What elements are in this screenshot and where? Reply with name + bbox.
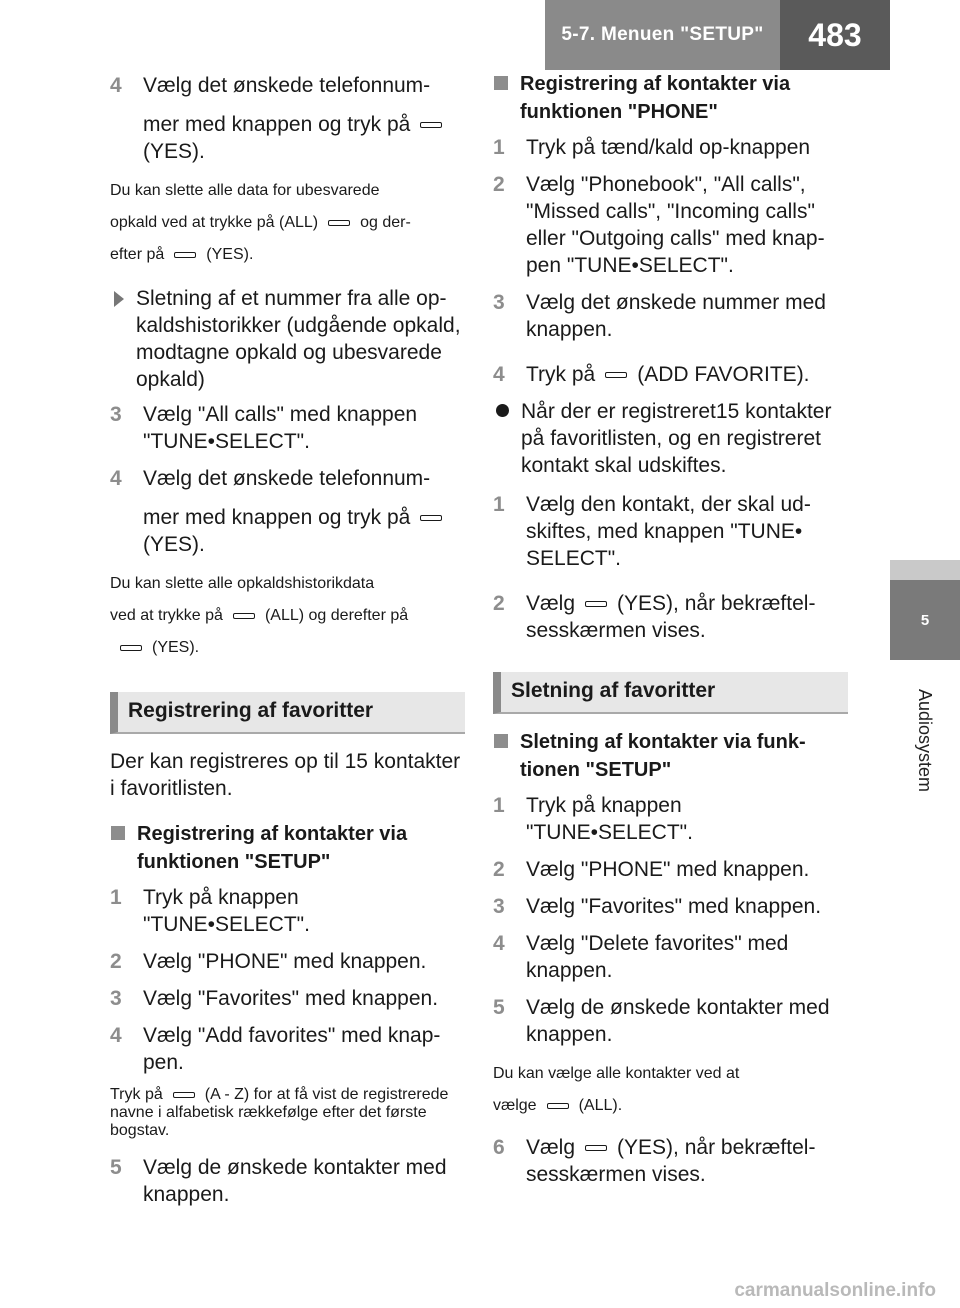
- step-number: 4: [110, 74, 122, 97]
- step-text: (YES), når bekræftelsesskærmen vises.: [526, 592, 816, 642]
- step-number: 1: [493, 136, 505, 159]
- step-number: 4: [110, 1024, 122, 1047]
- subheading-text: Registrering af kontakter via funktionen "PHONE": [520, 73, 791, 123]
- chapter-side-label: [890, 670, 960, 810]
- note-text: (ALL) og derefter på: [264, 607, 409, 624]
- step-text: Vælg: [526, 1136, 576, 1159]
- step-number: 5: [493, 996, 505, 1019]
- step-text: Vælg den kontakt, der skal udskiftes, med knappen "TUNE• SELECT".: [526, 493, 811, 570]
- button-icon: [605, 372, 627, 378]
- step-text: mer med knappen og tryk på: [143, 113, 411, 136]
- subheading: [110, 820, 465, 876]
- step-text: (YES).: [143, 140, 205, 163]
- step-text: Tryk på: [526, 363, 596, 386]
- step-text: (YES).: [143, 533, 205, 556]
- section-title: Registrering af favoritter: [128, 699, 374, 722]
- step: [493, 289, 848, 343]
- step-text-line: [143, 504, 465, 558]
- step-text: Vælg det ønskede telefonnum-: [143, 74, 431, 97]
- step: [493, 361, 848, 388]
- step-text: Tryk på knappen "TUNE•SELECT".: [143, 886, 310, 936]
- subheading: [493, 728, 848, 784]
- step-text-line: [143, 111, 465, 165]
- step-text: Tryk på knappen "TUNE•SELECT".: [526, 794, 693, 844]
- note: [110, 568, 465, 664]
- step-number: 1: [110, 886, 122, 909]
- note-text: Du kan slette alle opkaldshistorikdata: [110, 575, 375, 592]
- step: [493, 856, 848, 883]
- step-text: Vælg "Phonebook", "All calls", "Missed calls", "Incoming calls" eller "Outgoing calls" med knappen "TUNE•SELECT".: [526, 173, 825, 277]
- button-icon: [233, 613, 255, 619]
- step-text: Vælg: [526, 592, 576, 615]
- square-bullet-icon: [111, 826, 125, 840]
- step: [110, 72, 465, 165]
- step-text: Vælg det ønskede nummer med knappen.: [526, 291, 826, 341]
- step-text: Vælg de ønskede kontakter med knappen.: [526, 996, 830, 1046]
- step-text: Vælg "PHONE" med knappen.: [143, 950, 427, 973]
- step-number: 3: [493, 895, 505, 918]
- section-title: Sletning af favoritter: [511, 679, 716, 702]
- note-text: (YES).: [206, 246, 254, 263]
- bullet-text: Når der er registreret15 kontakter på favoritlisten, og en registreret kontakt skal udskiftes.: [521, 400, 832, 477]
- step-text: (YES), når bekræftelsesskærmen vises.: [526, 1136, 816, 1186]
- step: [493, 930, 848, 984]
- step: [110, 401, 465, 455]
- button-icon: [328, 220, 350, 226]
- dot-bullet-icon: [496, 404, 509, 417]
- paragraph: Der kan registreres op til 15 kontakter i favoritlisten.: [110, 750, 461, 800]
- triangle-bullet-icon: [114, 291, 124, 307]
- subheading-text: Sletning af kontakter via funktionen "SETUP": [520, 731, 806, 781]
- step: [493, 590, 848, 644]
- step-number: 1: [493, 794, 505, 817]
- step-number: 2: [493, 173, 505, 196]
- button-icon: [420, 515, 442, 521]
- note: [110, 175, 465, 271]
- chapter-label: Audiosystem: [915, 688, 936, 792]
- step-text: Vælg "All calls" med knappen "TUNE•SELECT".: [143, 403, 418, 453]
- button-icon: [585, 601, 607, 607]
- step: [110, 1022, 465, 1076]
- step-number: 6: [493, 1136, 505, 1159]
- note-text: Du kan slette alle data for ubesvarede: [110, 182, 380, 199]
- page-number: 483: [808, 16, 862, 53]
- step: [110, 985, 465, 1012]
- watermark: carmanualsonline.info: [734, 1280, 936, 1301]
- note: [110, 1086, 465, 1140]
- note-text: ved at trykke på: [110, 607, 223, 624]
- subheading: [493, 70, 848, 126]
- bullet-item: [110, 285, 465, 393]
- step-text: Vælg "Favorites" med knappen.: [143, 987, 439, 1010]
- step-number: 3: [110, 987, 122, 1010]
- button-icon: [547, 1103, 569, 1109]
- step-number: 2: [110, 950, 122, 973]
- step-text: Tryk på tænd/kald op-knappen: [526, 136, 811, 159]
- step-number: 1: [493, 493, 505, 516]
- bullet-text: Sletning af et nummer fra alle opkaldshistorikker (udgående opkald, modtagne opkald og ubesvarede opkald): [136, 287, 461, 391]
- step-number: 3: [110, 403, 122, 426]
- step: [493, 171, 848, 279]
- section-heading: 5-7. Menuen "SETUP": [561, 24, 764, 45]
- left-column: [110, 72, 465, 1218]
- square-bullet-icon: [494, 734, 508, 748]
- button-icon: [120, 645, 142, 651]
- step: [493, 792, 848, 846]
- subheading-text: Registrering af kontakter via funktionen "SETUP": [137, 823, 408, 873]
- square-bullet-icon: [494, 76, 508, 90]
- step-text: Vælg de ønskede kontakter med knappen.: [143, 1156, 447, 1206]
- section-header: [493, 672, 848, 714]
- step-text: Vælg det ønskede telefonnum-: [143, 467, 431, 490]
- button-icon: [585, 1145, 607, 1151]
- step-text: (ADD FAVORITE).: [637, 363, 810, 386]
- step-text: Vælg "Delete favorites" med knappen.: [526, 932, 789, 982]
- note: [493, 1058, 848, 1122]
- step: [493, 1134, 848, 1188]
- section-header: [110, 692, 465, 734]
- step-number: 4: [493, 363, 505, 386]
- step-number: 2: [493, 592, 505, 615]
- step-number: 4: [110, 467, 122, 490]
- note-text: (ALL).: [578, 1097, 623, 1114]
- note-text: (YES).: [152, 639, 200, 656]
- step: [493, 994, 848, 1048]
- right-column: [493, 52, 848, 1198]
- chapter-tab: [890, 580, 960, 660]
- chapter-number: 5: [920, 611, 930, 629]
- step-text: mer med knappen og tryk på: [143, 506, 411, 529]
- note-text: vælge: [493, 1097, 537, 1114]
- step: [493, 491, 848, 572]
- step-number: 5: [110, 1156, 122, 1179]
- step: [110, 465, 465, 558]
- step-text: Vælg "PHONE" med knappen.: [526, 858, 810, 881]
- step: [110, 884, 465, 938]
- note-text: efter på: [110, 246, 165, 263]
- step: [493, 893, 848, 920]
- button-icon: [420, 122, 442, 128]
- button-icon: [173, 1092, 195, 1098]
- button-icon: [174, 252, 196, 258]
- note-text: opkald ved at trykke på (ALL): [110, 214, 319, 231]
- step: [493, 134, 848, 161]
- note-text: Du kan vælge alle kontakter ved at: [493, 1065, 740, 1082]
- step-number: 2: [493, 858, 505, 881]
- step-text: Vælg "Favorites" med knappen.: [526, 895, 822, 918]
- note-text: og der-: [360, 214, 411, 231]
- note-text: Tryk på: [110, 1086, 163, 1103]
- step: [110, 948, 465, 975]
- bullet-item: [493, 398, 848, 479]
- note-text: (A - Z) for at få vist de registrerede navne i alfabetisk rækkefølge efter det første bogstav.: [110, 1086, 449, 1139]
- step-number: 3: [493, 291, 505, 314]
- step: [110, 1154, 465, 1208]
- step-number: 4: [493, 932, 505, 955]
- step-text: Vælg "Add favorites" med knappen.: [143, 1024, 441, 1074]
